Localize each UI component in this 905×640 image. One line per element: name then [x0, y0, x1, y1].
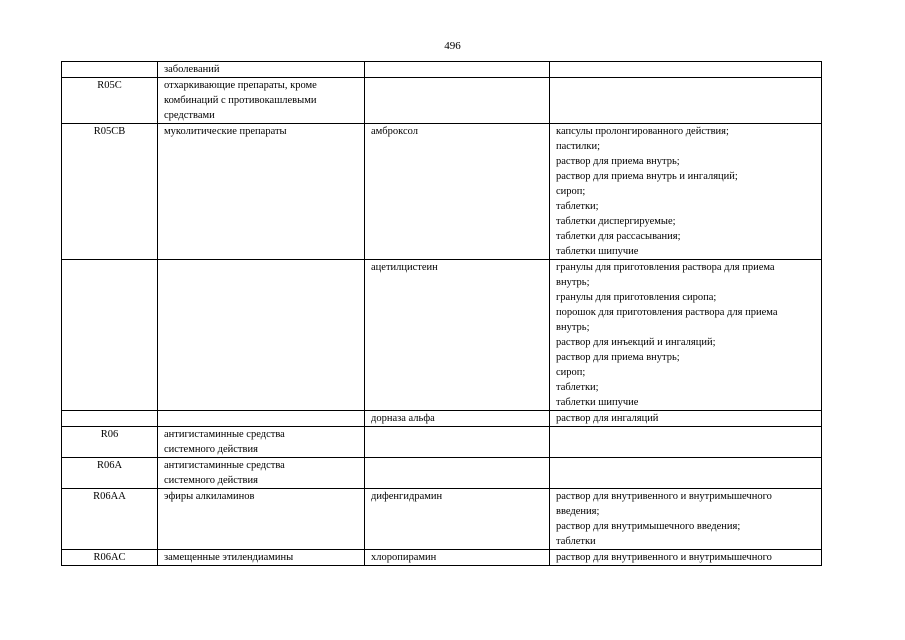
- group-name-cell: [158, 489, 365, 550]
- atc-code-cell: [62, 260, 158, 411]
- dosage-forms-line: сироп;: [556, 367, 586, 378]
- dosage-forms-line: раствор для ингаляций: [556, 413, 659, 424]
- atc-code-cell: R06AC: [62, 550, 158, 566]
- group-name-cell: [158, 550, 365, 566]
- group-name-line: эфиры алкиламинов: [164, 491, 255, 502]
- dosage-forms-line: раствор для приема внутрь и ингаляций;: [556, 171, 738, 182]
- dosage-forms-cell: [550, 427, 822, 458]
- dosage-forms-cell: [550, 458, 822, 489]
- atc-code-cell: R06: [62, 427, 158, 458]
- dosage-forms-line: таблетки: [556, 536, 596, 547]
- table-row: [62, 411, 822, 427]
- group-name-cell: [158, 78, 365, 124]
- dosage-forms-line: таблетки шипучие: [556, 397, 639, 408]
- group-name-line: муколитические препараты: [164, 126, 287, 137]
- dosage-forms-line: таблетки;: [556, 201, 599, 212]
- drug-name-line: дифенгидрамин: [371, 491, 443, 502]
- dosage-forms-line: порошок для приготовления раствора для приема: [556, 307, 778, 318]
- drug-name-line: ацетилцистеин: [371, 262, 438, 273]
- dosage-forms-line: раствор для инъекций и ингаляций;: [556, 337, 716, 348]
- group-name-cell: [158, 124, 365, 260]
- drug-name-cell: [365, 550, 550, 566]
- drug-name-line: дорназа альфа: [371, 413, 435, 424]
- dosage-forms-line: раствор для приема внутрь;: [556, 156, 680, 167]
- dosage-forms-cell: [550, 260, 822, 411]
- dosage-forms-line: введения;: [556, 506, 600, 517]
- dosage-forms-cell: [550, 411, 822, 427]
- group-name-cell: [158, 458, 365, 489]
- group-name-cell: [158, 427, 365, 458]
- table-row: [62, 458, 822, 489]
- drug-name-cell: [365, 78, 550, 124]
- dosage-forms-cell: [550, 62, 822, 78]
- group-name-cell: [158, 62, 365, 78]
- drug-name-cell: [365, 124, 550, 260]
- dosage-forms-line: внутрь;: [556, 322, 590, 333]
- atc-code-cell: [62, 411, 158, 427]
- group-name-line: антигистаминные средства: [164, 429, 285, 440]
- group-name-line: комбинаций с противокашлевыми: [164, 95, 317, 106]
- drug-name-cell: [365, 489, 550, 550]
- dosage-forms-line: раствор для приема внутрь;: [556, 352, 680, 363]
- page-number: 496: [444, 40, 461, 52]
- group-name-line: системного действия: [164, 475, 258, 486]
- drug-name-cell: [365, 458, 550, 489]
- group-name-line: антигистаминные средства: [164, 460, 285, 471]
- dosage-forms-cell: [550, 550, 822, 566]
- dosage-forms-line: таблетки для рассасывания;: [556, 231, 681, 242]
- dosage-forms-line: гранулы для приготовления раствора для приема: [556, 262, 775, 273]
- dosage-forms-line: внутрь;: [556, 277, 590, 288]
- dosage-forms-line: таблетки шипучие: [556, 246, 639, 257]
- atc-code-cell: R05CB: [62, 124, 158, 260]
- dosage-forms-line: таблетки;: [556, 382, 599, 393]
- group-name-cell: [158, 260, 365, 411]
- table-row: [62, 260, 822, 411]
- group-name-line: отхаркивающие препараты, кроме: [164, 80, 317, 91]
- drug-name-line: амброксол: [371, 126, 418, 137]
- dosage-forms-line: раствор для внутривенного и внутримышечного: [556, 552, 772, 563]
- dosage-forms-line: раствор для внутримышечного введения;: [556, 521, 741, 532]
- atc-code-cell: [62, 62, 158, 78]
- dosage-forms-line: пастилки;: [556, 141, 601, 152]
- table-row: [62, 62, 822, 78]
- table-row: [62, 124, 822, 260]
- drug-table: [61, 61, 822, 566]
- table-row: [62, 550, 822, 566]
- atc-code-cell: R05C: [62, 78, 158, 124]
- group-name-line: системного действия: [164, 444, 258, 455]
- group-name-line: замещенные этилендиамины: [164, 552, 294, 563]
- drug-name-cell: [365, 411, 550, 427]
- dosage-forms-cell: [550, 78, 822, 124]
- dosage-forms-line: гранулы для приготовления сиропа;: [556, 292, 717, 303]
- atc-code-cell: R06AA: [62, 489, 158, 550]
- atc-code-cell: R06A: [62, 458, 158, 489]
- table-row: [62, 489, 822, 550]
- table-row: [62, 427, 822, 458]
- drug-name-cell: [365, 62, 550, 78]
- drug-name-line: хлоропирамин: [371, 552, 437, 563]
- drug-name-cell: [365, 260, 550, 411]
- dosage-forms-line: раствор для внутривенного и внутримышечного: [556, 491, 772, 502]
- dosage-forms-cell: [550, 489, 822, 550]
- table-row: [62, 78, 822, 124]
- dosage-forms-line: сироп;: [556, 186, 586, 197]
- dosage-forms-line: таблетки диспергируемые;: [556, 216, 676, 227]
- drug-name-cell: [365, 427, 550, 458]
- dosage-forms-line: капсулы пролонгированного действия;: [556, 126, 729, 137]
- dosage-forms-cell: [550, 124, 822, 260]
- group-name-line: заболеваний: [164, 64, 220, 75]
- group-name-cell: [158, 411, 365, 427]
- group-name-line: средствами: [164, 110, 215, 121]
